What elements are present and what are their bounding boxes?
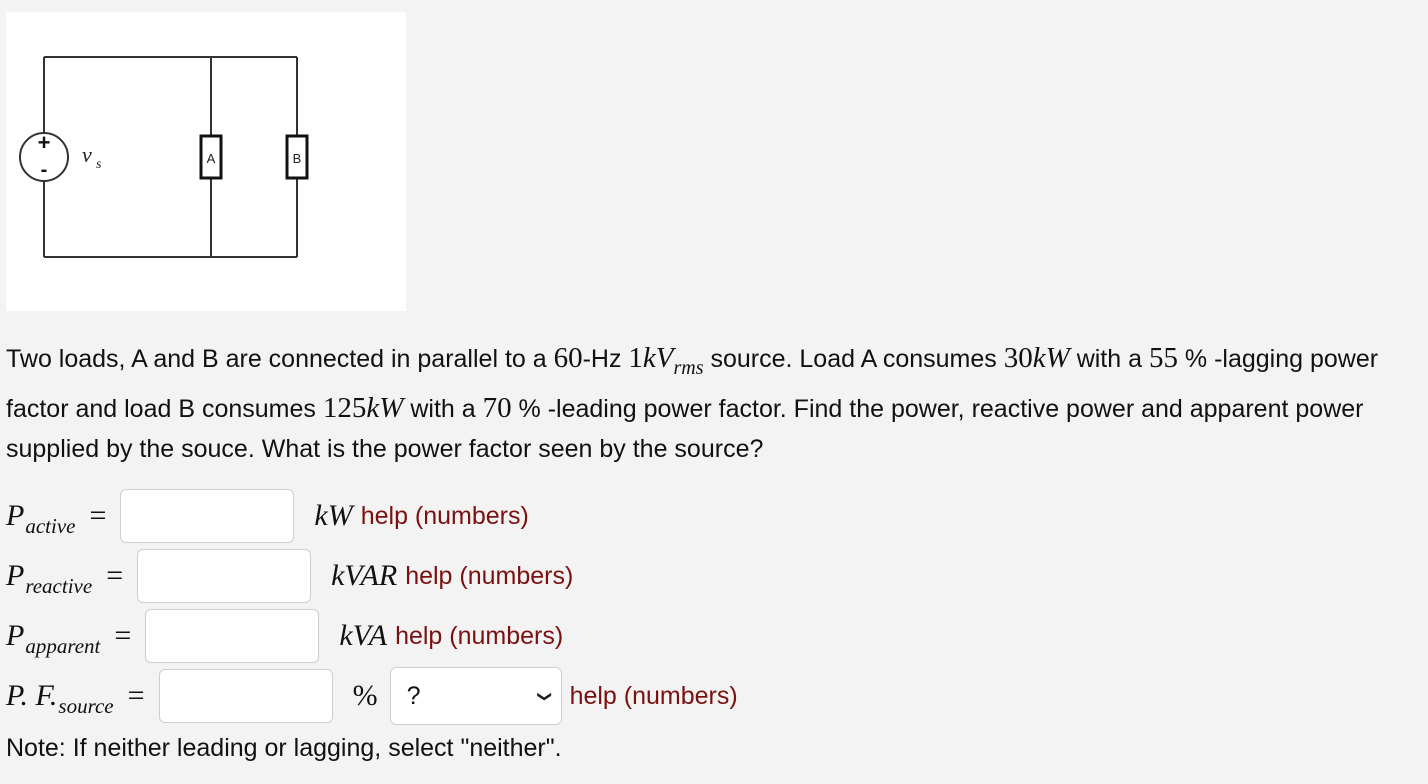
active-power-input[interactable]	[120, 489, 294, 543]
equals-sign: =	[114, 619, 132, 652]
problem-text: % -leading power factor. Find the power, reactive power and apparent power supplied by the souce. What is the power factor seen by the source?	[6, 395, 1364, 463]
active-power-unit: kW	[314, 499, 353, 532]
load-a-power-unit: kW	[1032, 342, 1070, 374]
source-minus-sign: -	[40, 159, 48, 181]
frequency-value: 60	[553, 342, 583, 374]
problem-text: source. Load A consumes	[703, 345, 1004, 373]
problem-text: with a	[1069, 345, 1149, 373]
equals-sign: =	[127, 679, 145, 712]
answer-row-reactive	[6, 546, 573, 606]
load-a-pf-value: 55	[1148, 342, 1178, 374]
source-plus-sign: +	[37, 130, 51, 155]
help-numbers-link[interactable]: help (numbers)	[405, 561, 574, 590]
help-numbers-link[interactable]: help (numbers)	[569, 681, 738, 710]
apparent-power-unit: kVA	[339, 619, 388, 652]
circuit-diagram	[6, 12, 406, 311]
load-b-power-unit: kW	[366, 392, 404, 424]
lead-lag-select[interactable]	[390, 667, 562, 725]
apparent-power-label: P apparent	[6, 619, 101, 658]
load-b-power-value: 125	[322, 392, 367, 424]
problem-statement	[6, 338, 1422, 469]
load-a-power-value: 30	[1003, 342, 1033, 374]
source-label-sub: s	[96, 157, 102, 172]
apparent-power-input[interactable]	[145, 609, 319, 663]
answer-row-apparent	[6, 606, 563, 666]
reactive-power-unit: kVAR	[331, 559, 398, 592]
lead-lag-select-value: ?	[406, 681, 421, 710]
note-text: Note: If neither leading or lagging, select "neither".	[6, 734, 562, 762]
active-power-label: P active	[6, 499, 76, 538]
source-label: v	[82, 142, 92, 167]
help-numbers-link[interactable]: help (numbers)	[360, 501, 529, 530]
help-numbers-link[interactable]: help (numbers)	[395, 621, 564, 650]
chevron-down-icon: ❯	[537, 690, 554, 702]
problem-text: % -lagging power factor and load B consumes	[6, 345, 1379, 423]
reactive-power-label: P reactive	[6, 559, 93, 598]
answer-row-active	[6, 486, 529, 546]
load-b-pf-value: 70	[482, 392, 512, 424]
load-b-label: B	[292, 151, 302, 166]
voltage-value: 1	[628, 342, 643, 374]
circuit-figure	[6, 12, 406, 311]
problem-text: -Hz	[582, 345, 629, 373]
power-factor-input[interactable]	[159, 669, 333, 723]
voltage-unit-sub: rms	[673, 357, 704, 379]
equals-sign: =	[106, 559, 124, 592]
equals-sign: =	[89, 499, 107, 532]
load-a-label: A	[206, 151, 216, 166]
power-factor-unit: %	[352, 679, 378, 712]
reactive-power-input[interactable]	[137, 549, 311, 603]
voltage-unit: kV	[642, 342, 674, 374]
power-factor-label: P. F. source	[6, 679, 114, 718]
problem-text: Two loads, A and B are connected in parallel to a	[6, 345, 554, 373]
answer-row-power-factor	[6, 666, 738, 726]
problem-text: with a	[403, 395, 483, 423]
